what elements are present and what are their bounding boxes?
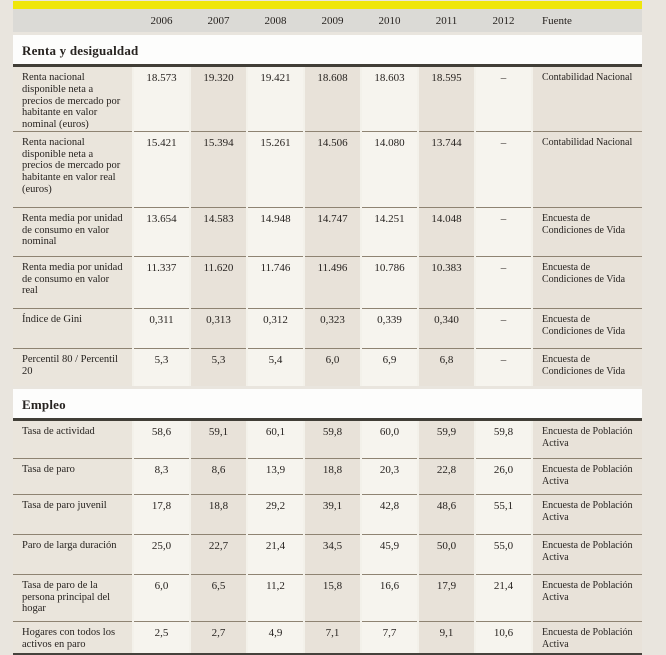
value-cell: 50,0 xyxy=(419,535,474,575)
value-cell: 6,5 xyxy=(191,575,246,622)
value-cell: 0,312 xyxy=(248,309,303,349)
table-row xyxy=(13,535,642,575)
value-cell: 11.496 xyxy=(305,257,360,309)
source-cell: Encuesta de Población Activa xyxy=(533,421,642,459)
source-column-header: Fuente xyxy=(542,14,572,27)
value-cell: 7,1 xyxy=(305,622,360,653)
row-label: Índice de Gini xyxy=(13,309,132,349)
value-cell: 11.337 xyxy=(134,257,189,309)
value-cell: 14.948 xyxy=(248,208,303,257)
value-cell: 17,8 xyxy=(134,495,189,535)
row-label: Renta nacional disponible neta a precios de mercado por habitante en valor real (euros) xyxy=(13,132,132,208)
table-row xyxy=(13,132,642,208)
value-cell: 4,9 xyxy=(248,622,303,653)
year-column-header: 2006 xyxy=(150,14,173,27)
year-column-header: 2007 xyxy=(207,14,230,27)
value-cell: – xyxy=(476,309,531,349)
value-cell: 9,1 xyxy=(419,622,474,653)
value-cell: 11.746 xyxy=(248,257,303,309)
value-cell: 13.744 xyxy=(419,132,474,208)
section-header-empleo xyxy=(13,389,642,421)
value-cell: 58,6 xyxy=(134,421,189,459)
value-cell: 0,313 xyxy=(191,309,246,349)
row-label: Tasa de actividad xyxy=(13,421,132,459)
table-row xyxy=(13,575,642,622)
value-cell: 17,9 xyxy=(419,575,474,622)
table-row xyxy=(13,208,642,257)
source-cell: Encuesta de Condiciones de Vida xyxy=(533,349,642,386)
value-cell: 14.583 xyxy=(191,208,246,257)
value-cell: 18,8 xyxy=(191,495,246,535)
row-label: Paro de larga duración xyxy=(13,535,132,575)
value-cell: 5,3 xyxy=(134,349,189,386)
value-cell: 59,8 xyxy=(305,421,360,459)
value-cell: 5,3 xyxy=(191,349,246,386)
table-row xyxy=(13,309,642,349)
value-cell: 0,323 xyxy=(305,309,360,349)
value-cell: 18,8 xyxy=(305,459,360,495)
value-cell: 22,7 xyxy=(191,535,246,575)
value-cell: 2,5 xyxy=(134,622,189,653)
table-row xyxy=(13,459,642,495)
table-row xyxy=(13,67,642,132)
value-cell: 21,4 xyxy=(248,535,303,575)
value-cell: – xyxy=(476,349,531,386)
value-cell: 13.654 xyxy=(134,208,189,257)
value-cell: 34,5 xyxy=(305,535,360,575)
value-cell: 8,3 xyxy=(134,459,189,495)
value-cell: 15.394 xyxy=(191,132,246,208)
value-cell: 14.048 xyxy=(419,208,474,257)
value-cell: – xyxy=(476,67,531,132)
value-cell: 14.251 xyxy=(362,208,417,257)
table-row xyxy=(13,622,642,653)
table-row xyxy=(13,495,642,535)
value-cell: 19.421 xyxy=(248,67,303,132)
value-cell: 15.421 xyxy=(134,132,189,208)
source-cell: Encuesta de Condiciones de Vida xyxy=(533,208,642,257)
row-label: Tasa de paro xyxy=(13,459,132,495)
table-row xyxy=(13,421,642,459)
source-cell: Encuesta de Población Activa xyxy=(533,459,642,495)
source-cell: Encuesta de Condiciones de Vida xyxy=(533,309,642,349)
value-cell: 14.080 xyxy=(362,132,417,208)
value-cell: 14.506 xyxy=(305,132,360,208)
year-column-header: 2009 xyxy=(321,14,344,27)
table-row xyxy=(13,349,642,386)
source-cell: Encuesta de Población Activa xyxy=(533,495,642,535)
row-label: Renta nacional disponible neta a precios de mercado por habitante en valor nominal (euros) xyxy=(13,67,132,132)
row-label: Tasa de paro juvenil xyxy=(13,495,132,535)
value-cell: 15,8 xyxy=(305,575,360,622)
value-cell: 20,3 xyxy=(362,459,417,495)
value-cell: 55,0 xyxy=(476,535,531,575)
value-cell: 6,8 xyxy=(419,349,474,386)
year-column-header: 2011 xyxy=(435,14,458,27)
year-column-header: 2008 xyxy=(264,14,287,27)
value-cell: 55,1 xyxy=(476,495,531,535)
value-cell: 7,7 xyxy=(362,622,417,653)
value-cell: 11,2 xyxy=(248,575,303,622)
value-cell: 10,6 xyxy=(476,622,531,653)
value-cell: 45,9 xyxy=(362,535,417,575)
value-cell: 60,1 xyxy=(248,421,303,459)
value-cell: 6,0 xyxy=(134,575,189,622)
table-row xyxy=(13,257,642,309)
statistics-table xyxy=(13,1,642,655)
value-cell: 18.573 xyxy=(134,67,189,132)
value-cell: 6,0 xyxy=(305,349,360,386)
value-cell: 13,9 xyxy=(248,459,303,495)
value-cell: 42,8 xyxy=(362,495,417,535)
value-cell: 59,1 xyxy=(191,421,246,459)
value-cell: 18.608 xyxy=(305,67,360,132)
value-cell: 10.383 xyxy=(419,257,474,309)
value-cell: 18.595 xyxy=(419,67,474,132)
source-cell: Encuesta de Población Activa xyxy=(533,575,642,622)
yellow-accent-bar xyxy=(13,1,642,9)
value-cell: 21,4 xyxy=(476,575,531,622)
source-cell: Encuesta de Población Activa xyxy=(533,622,642,653)
value-cell: 39,1 xyxy=(305,495,360,535)
value-cell: 25,0 xyxy=(134,535,189,575)
value-cell: 6,9 xyxy=(362,349,417,386)
source-cell: Encuesta de Condiciones de Vida xyxy=(533,257,642,309)
value-cell: – xyxy=(476,132,531,208)
value-cell: – xyxy=(476,257,531,309)
value-cell: 8,6 xyxy=(191,459,246,495)
row-label: Percentil 80 / Percentil 20 xyxy=(13,349,132,386)
source-cell: Contabilidad Nacional xyxy=(533,132,642,208)
value-cell: 22,8 xyxy=(419,459,474,495)
value-cell: 0,339 xyxy=(362,309,417,349)
value-cell: 18.603 xyxy=(362,67,417,132)
value-cell: 16,6 xyxy=(362,575,417,622)
row-label: Renta media por unidad de consumo en valor nominal xyxy=(13,208,132,257)
row-label: Renta media por unidad de consumo en valor real xyxy=(13,257,132,309)
section-title: Empleo xyxy=(22,396,66,412)
year-column-header: 2010 xyxy=(378,14,401,27)
value-cell: 48,6 xyxy=(419,495,474,535)
value-cell: 60,0 xyxy=(362,421,417,459)
value-cell: 15.261 xyxy=(248,132,303,208)
table-bottom-rule xyxy=(13,653,642,655)
value-cell: – xyxy=(476,208,531,257)
value-cell: 14.747 xyxy=(305,208,360,257)
value-cell: 10.786 xyxy=(362,257,417,309)
value-cell: 5,4 xyxy=(248,349,303,386)
table-header-row xyxy=(13,9,642,32)
value-cell: 29,2 xyxy=(248,495,303,535)
value-cell: 19.320 xyxy=(191,67,246,132)
value-cell: 2,7 xyxy=(191,622,246,653)
value-cell: 0,340 xyxy=(419,309,474,349)
year-column-header: 2012 xyxy=(492,14,515,27)
row-label: Hogares con todos los activos en paro xyxy=(13,622,132,653)
section-header-renta xyxy=(13,35,642,67)
value-cell: 11.620 xyxy=(191,257,246,309)
value-cell: 0,311 xyxy=(134,309,189,349)
source-cell: Encuesta de Población Activa xyxy=(533,535,642,575)
row-label: Tasa de paro de la persona principal del hogar xyxy=(13,575,132,622)
value-cell: 59,9 xyxy=(419,421,474,459)
source-cell: Contabilidad Nacional xyxy=(533,67,642,132)
section-title: Renta y desigualdad xyxy=(22,43,139,58)
value-cell: 59,8 xyxy=(476,421,531,459)
value-cell: 26,0 xyxy=(476,459,531,495)
